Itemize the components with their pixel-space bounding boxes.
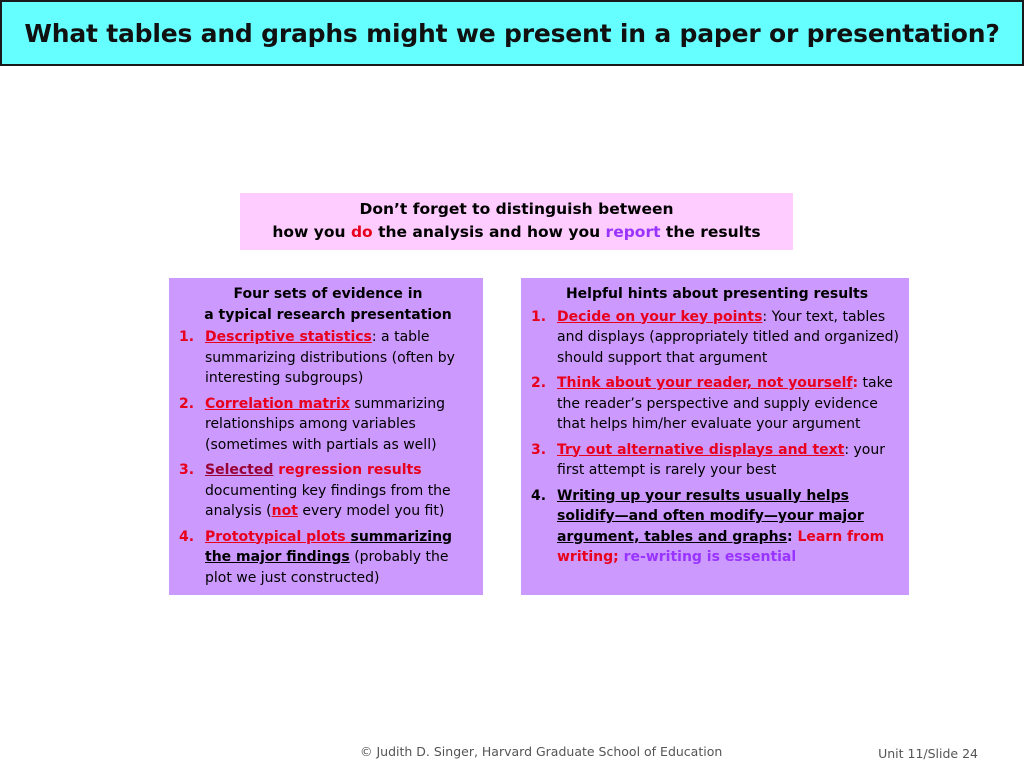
evidence-heading bbox=[179, 284, 477, 325]
item-number: 1. bbox=[531, 308, 547, 325]
callout-do: do bbox=[350, 223, 373, 241]
item-number: 2. bbox=[179, 395, 195, 412]
item-text: : a table summarizing distributions (often by interesting subgroups) bbox=[205, 329, 455, 386]
item-link[interactable]: Think about your reader, not yourself bbox=[557, 375, 853, 391]
item-link[interactable]: Try out alternative displays and text bbox=[557, 441, 845, 458]
item-colon: : bbox=[852, 375, 859, 391]
list-item bbox=[531, 307, 903, 369]
hints-heading: Helpful hints about presenting results bbox=[565, 286, 869, 302]
item-number: 4. bbox=[179, 528, 195, 545]
evidence-list bbox=[179, 327, 477, 588]
item-link[interactable]: Prototypical plots bbox=[205, 528, 351, 545]
item-emphasis-purple: re-writing is essential bbox=[623, 549, 797, 565]
callout-line2 bbox=[240, 221, 793, 244]
item-text: : your first attempt is rarely your best bbox=[557, 441, 886, 478]
item-link[interactable]: Decide on your key points bbox=[557, 308, 763, 325]
item-link[interactable]: Descriptive statistics bbox=[205, 329, 372, 345]
heading-line: Four sets of evidence in bbox=[233, 286, 423, 302]
item-text: summarizing relationships among variables (sometimes with partials as well) bbox=[205, 395, 445, 453]
footer-slide-number: Unit 11/Slide 24 bbox=[878, 746, 978, 761]
item-link[interactable]: Correlation matrix bbox=[205, 395, 350, 412]
item-text: take the reader’s perspective and supply evidence that helps him/her evaluate your argument bbox=[557, 375, 893, 432]
slide-title: What tables and graphs might we present in a paper or presentation? bbox=[24, 18, 1000, 48]
list-item bbox=[531, 440, 903, 481]
heading-line: a typical research presentation bbox=[204, 306, 452, 323]
item-number: 1. bbox=[179, 329, 195, 345]
list-item bbox=[179, 327, 477, 389]
callout-text: the results bbox=[660, 223, 761, 241]
list-item bbox=[179, 460, 477, 522]
item-text: (probably the plot we just constructed) bbox=[205, 549, 449, 586]
item-bold: Writing up your results usually helps solidify—and often modify—your major argument, tables and graphs bbox=[557, 487, 864, 545]
title-bar bbox=[0, 0, 1024, 66]
callout-line1: Don’t forget to distinguish between bbox=[359, 200, 674, 218]
list-item bbox=[531, 373, 903, 435]
item-number: 4. bbox=[531, 487, 547, 504]
item-emphasis: Learn from writing bbox=[557, 528, 885, 565]
item-selected[interactable]: Selected bbox=[205, 462, 274, 478]
evidence-panel bbox=[169, 278, 483, 595]
item-semicolon: ; bbox=[613, 549, 624, 565]
item-number: 2. bbox=[531, 375, 547, 391]
list-item bbox=[179, 394, 477, 456]
item-text: : Your text, tables and displays (appropriately titled and organized) should support that argument bbox=[557, 308, 900, 366]
list-item bbox=[531, 486, 903, 568]
item-not: not bbox=[271, 503, 298, 519]
item-text: documenting key findings from the analysis ( bbox=[205, 482, 451, 519]
hints-panel bbox=[521, 278, 909, 595]
hints-list bbox=[531, 307, 903, 568]
item-number: 3. bbox=[531, 441, 547, 458]
callout-text: the analysis and how you bbox=[372, 223, 606, 241]
item-number: 3. bbox=[179, 462, 195, 478]
callout-text: how you bbox=[272, 223, 351, 241]
list-item bbox=[179, 527, 477, 589]
footer-copyright: © Judith D. Singer, Harvard Graduate School of Education bbox=[360, 744, 723, 759]
callout-report: report bbox=[605, 223, 661, 241]
callout-box bbox=[240, 193, 793, 250]
item-bold: summarizing the major findings bbox=[205, 528, 453, 565]
item-text: every model you fit) bbox=[297, 503, 445, 519]
item-link: regression results bbox=[273, 462, 422, 478]
item-colon: : bbox=[786, 528, 798, 545]
